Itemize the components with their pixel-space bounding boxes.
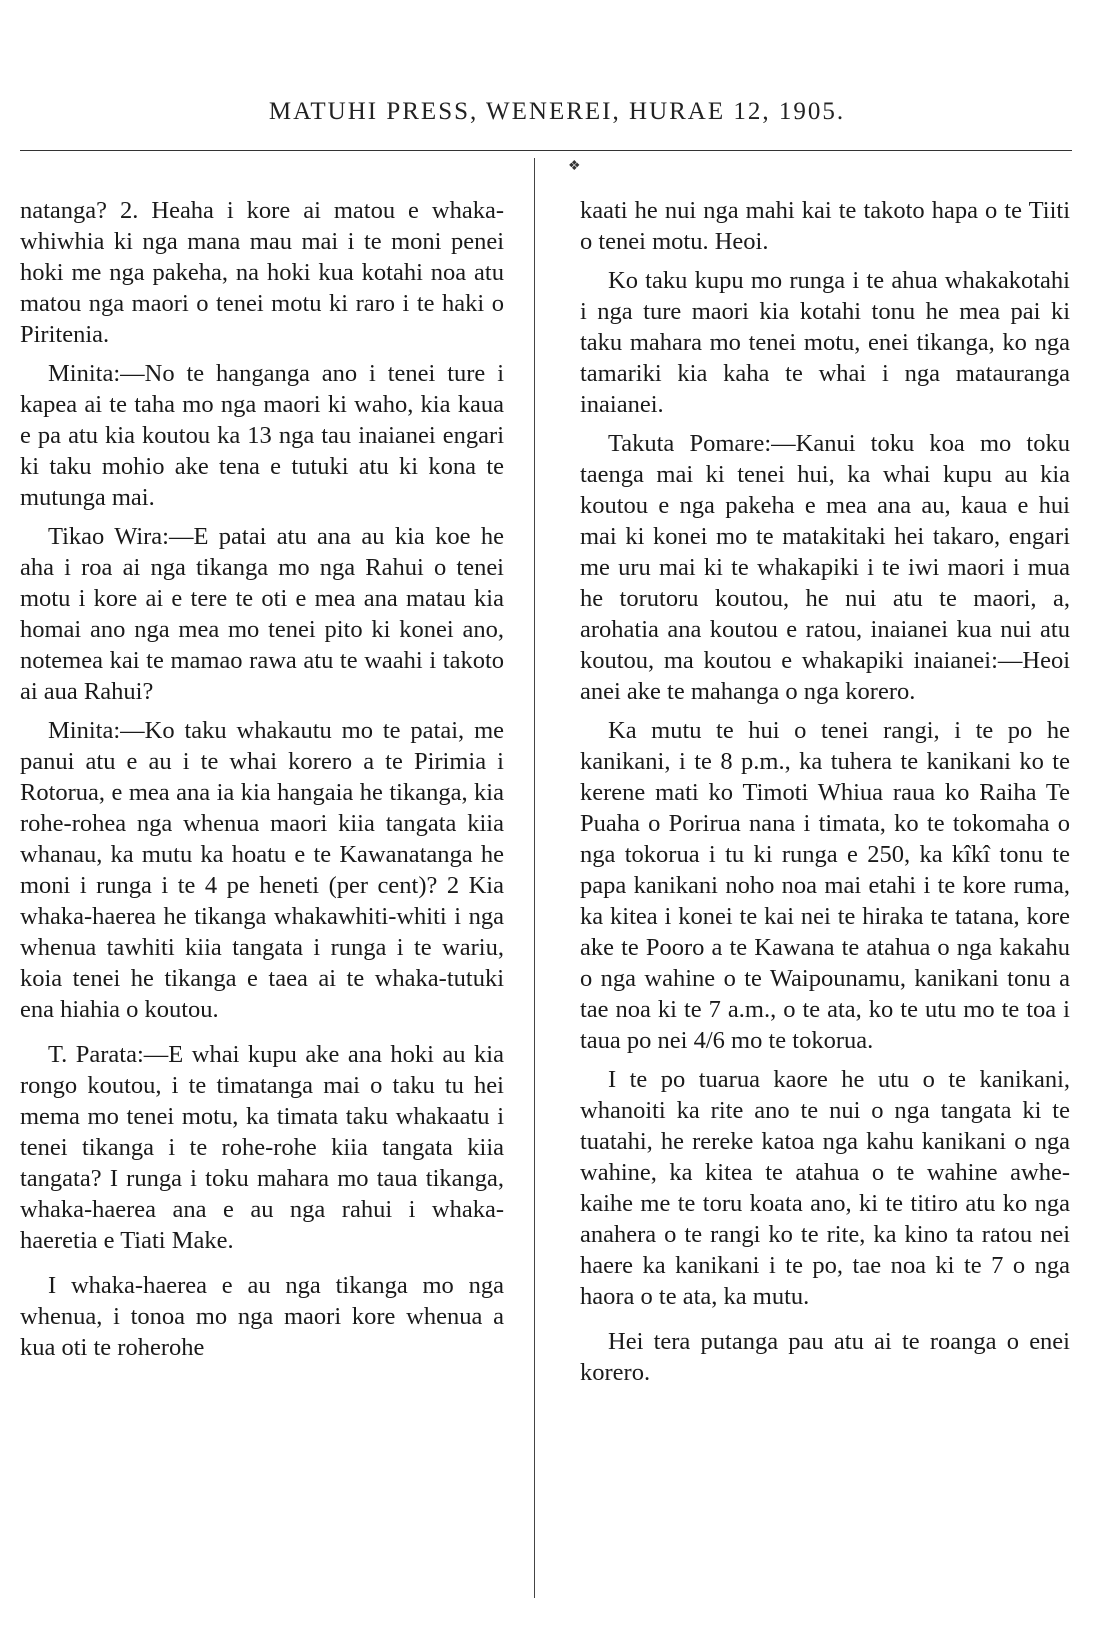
column-divider [534, 158, 535, 1598]
header-rule [20, 150, 1072, 151]
paragraph: natanga? 2. Heaha i kore ai matou e whaka-whiwhia ki nga mana mau mai i te moni penei hoki me nga pakeha, na hoki kua kotahi noa atu matou nga maori o tenei motu ki raro i te haki o Piritenia. [20, 197, 504, 348]
running-header: MATUHI PRESS, WENEREI, HURAE 12, 1905. [268, 98, 846, 125]
left-column [20, 195, 504, 1371]
paragraph: Minita:—Ko taku whakautu mo te patai, me panui atu e au i te whai korero a te Pirimia i Rotorua, e mea ana ia kia hangaia he tikanga, kia rohe-rohea nga whenua maori kiia tangata kiia whanau, ka mutu ka hoatu e te Kawanatanga he moni i runga i te 4 pe heneti (per cent)? 2 Kia whaka-haerea he tikanga whakawhiti-whiti i nga whenua tawhiti kiia tangata i runga i te wariu, koia tenei he tikanga e taea ai te whaka-tutuki ena hiahia o koutou. [20, 717, 504, 1023]
paragraph: I te po tuarua kaore he utu o te kanikani, whanoiti ka rite ano te nui o nga tangata ki te tuatahi, he rereke katoa nga kahu kanikani o nga wahine, ka kitea te atahua o te wahine awhe-kaihe me te toru koata ano, ki te titiro atu ko nga anahera o te rangi ko te rite, ka kino ta ratou nei haere ka kanikani i te po, tae noa ki te 7 o nga haora o te ata, ka mutu. [580, 1066, 1070, 1310]
paragraph: Hei tera putanga pau atu ai te roanga o enei korero. [580, 1328, 1070, 1386]
right-column [580, 195, 1070, 1396]
ornament-icon: ❖ [568, 159, 581, 174]
paragraph: Ka mutu te hui o tenei rangi, i te po he kanikani, i te 8 p.m., ka tuhera te kanikani ko te kerene mati ko Timoti Whiua raua ko Raiha Te Puaha o Porirua nana i timata, ko te tokomaha o nga tokorua i tu ki runga e 250, ka kîkî tonu te papa kanikani noho noa mai etahi i te kore ruma, ka kitea i konei te kai nei te hiraka te tatana, kore ake te Pooro a te Kawana te atahua o nga kakahu o nga wahine o te Waipounamu, kanikani tonu a tae noa ki te 7 a.m., o te ata, ko te utu mo te toa i taua po nei 4/6 mo te tokorua. [580, 717, 1070, 1054]
paragraph: Tikao Wira:—E patai atu ana au kia koe he aha i roa ai nga tikanga mo nga Rahui o tenei motu i kore ai e tere te oti e mea ana matau kia homai ano nga mea mo tenei pito ki konei ano, notemea kai te mamao rawa atu te waahi i takoto ai aua Rahui? [20, 523, 504, 705]
paragraph: Ko taku kupu mo runga i te ahua whakakotahi i nga ture maori kia kotahi tonu he mea pai ki taku mahara mo tenei motu, enei tikanga, ko nga tamariki kia kaha te whai i nga matauranga inaianei. [580, 267, 1070, 418]
paragraph: T. Parata:—E whai kupu ake ana hoki au kia rongo koutou, i te timatanga mai o taku tu hei mema mo tenei motu, ka timata taku whakaatu i tenei tikanga i te rohe-rohe kiia tangata kiia tangata? I runga i toku mahara mo taua tikanga, whaka-haerea ana e au nga rahui i whaka-haeretia e Tiati Make. [20, 1041, 504, 1254]
paragraph: Takuta Pomare:—Kanui toku koa mo toku taenga mai ki tenei hui, ka whai kupu au kia koutou e nga pakeha e mea ana au, kaua e hui mai ki konei mo te matakitaki hei takaro, engari me uru mai ki te whakapiki i te iwi maori i mua he torutoru koutou, he nui atu te maori, a, arohatia ana koutou e ratou, inaianei kua nui atu koutou, ma koutou e whakapiki inaianei:—Heoi anei ake te mahanga o nga korero. [580, 430, 1070, 705]
paragraph: Minita:—No te hanganga ano i tenei ture i kapea ai te taha mo nga maori ki waho, kia kaua e pa atu kia koutou ka 13 nga tau inaianei engari ki taku mohio ake tena e tutuki atu ki kona te mutunga mai. [20, 360, 504, 511]
paragraph: kaati he nui nga mahi kai te takoto hapa o te Tiiti o tenei motu. Heoi. [580, 197, 1070, 255]
paragraph: I whaka-haerea e au nga tikanga mo nga whenua, i tonoa mo nga maori kore whenua a kua oti te roherohe [20, 1272, 504, 1361]
